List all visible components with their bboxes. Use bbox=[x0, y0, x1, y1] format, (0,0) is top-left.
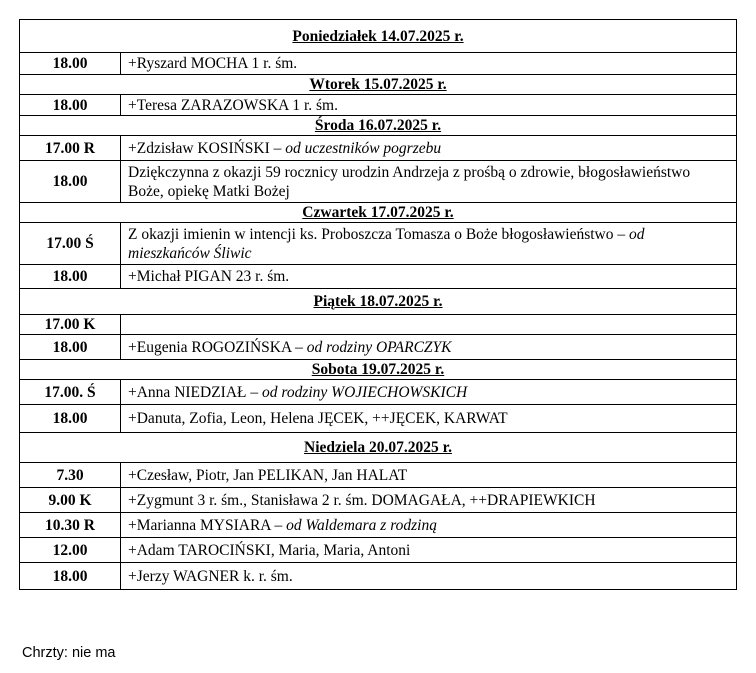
intention-offerer: – od mieszkańców Śliwic bbox=[128, 225, 645, 262]
mass-row bbox=[20, 95, 737, 116]
mass-row bbox=[20, 563, 737, 590]
mass-time: 18.00 bbox=[20, 563, 121, 590]
mass-intention bbox=[121, 136, 737, 161]
intention-offerer: od rodziny WOJIECHOWSKICH bbox=[262, 383, 468, 401]
mass-time: 12.00 bbox=[20, 538, 121, 563]
mass-intention bbox=[121, 315, 737, 335]
mass-row bbox=[20, 513, 737, 538]
mass-intention bbox=[121, 463, 737, 488]
mass-time: 18.00 bbox=[20, 95, 121, 116]
intention-text: +Anna NIEDZIAŁ – bbox=[128, 383, 262, 401]
mass-intention bbox=[121, 53, 737, 75]
schedule-body bbox=[20, 20, 737, 590]
mass-time: 17.00. Ś bbox=[20, 380, 121, 405]
mass-row bbox=[20, 53, 737, 75]
mass-intention bbox=[121, 265, 737, 289]
day-header-row bbox=[20, 203, 737, 223]
mass-time: 7.30 bbox=[20, 463, 121, 488]
mass-row bbox=[20, 315, 737, 335]
intention-offerer: od Waldemara z rodziną bbox=[286, 516, 437, 534]
baptism-note: Chrzty: nie ma bbox=[22, 645, 116, 661]
day-header-row bbox=[20, 360, 737, 380]
mass-row bbox=[20, 538, 737, 563]
mass-intention bbox=[121, 380, 737, 405]
day-header-row bbox=[20, 20, 737, 53]
intention-text: +Eugenia ROGOZIŃSKA – bbox=[128, 338, 307, 356]
mass-intention bbox=[121, 95, 737, 116]
mass-row bbox=[20, 136, 737, 161]
intention-text: +Jerzy WAGNER k. r. śm. bbox=[128, 567, 293, 585]
intention-offerer: od rodziny OPARCZYK bbox=[306, 338, 452, 356]
mass-time: 17.00 K bbox=[20, 315, 121, 335]
day-title: Wtorek 15.07.2025 r. bbox=[20, 75, 737, 95]
intention-text: +Zdzisław KOSIŃSKI – bbox=[128, 139, 286, 157]
mass-time: 10.30 R bbox=[20, 513, 121, 538]
day-title: Piątek 18.07.2025 r. bbox=[20, 289, 737, 315]
mass-intention bbox=[121, 538, 737, 563]
intention-text: +Ryszard MOCHA 1 r. śm. bbox=[128, 55, 298, 72]
mass-time: 18.00 bbox=[20, 265, 121, 289]
mass-time: 17.00 R bbox=[20, 136, 121, 161]
intention-text: Z okazji imienin w intencji ks. Proboszcza Tomasza o Boże błogosławieństwo bbox=[128, 225, 618, 243]
intention-text: +Marianna MYSIARA – bbox=[128, 516, 287, 534]
mass-row bbox=[20, 335, 737, 360]
day-header-row bbox=[20, 116, 737, 136]
mass-time: 18.00 bbox=[20, 405, 121, 433]
intention-text: +Czesław, Piotr, Jan PELIKAN, Jan HALAT bbox=[128, 466, 408, 484]
day-header-row bbox=[20, 75, 737, 95]
mass-row bbox=[20, 488, 737, 513]
mass-schedule-table bbox=[19, 19, 737, 590]
intention-text: Dziękczynna z okazji 59 rocznicy urodzin Andrzeja z prośbą o zdrowie, błogosławieństwo Boże, opiekę Matki Bożej bbox=[128, 163, 691, 200]
mass-time: 18.00 bbox=[20, 161, 121, 203]
day-title: Czwartek 17.07.2025 r. bbox=[20, 203, 737, 223]
day-title: Poniedziałek 14.07.2025 r. bbox=[20, 20, 737, 53]
day-title: Niedziela 20.07.2025 r. bbox=[20, 433, 737, 463]
intention-text: +Teresa ZARAZOWSKA 1 r. śm. bbox=[128, 96, 338, 114]
mass-intention bbox=[121, 223, 737, 265]
intention-text: +Adam TAROCIŃSKI, Maria, Maria, Antoni bbox=[128, 541, 411, 559]
intention-text: +Danuta, Zofia, Leon, Helena JĘCEK, ++JĘCEK, KARWAT bbox=[128, 410, 508, 427]
mass-time: 18.00 bbox=[20, 53, 121, 75]
mass-time: 18.00 bbox=[20, 335, 121, 360]
mass-time: 9.00 K bbox=[20, 488, 121, 513]
mass-row bbox=[20, 265, 737, 289]
day-header-row bbox=[20, 289, 737, 315]
mass-intention bbox=[121, 161, 737, 203]
mass-time: 17.00 Ś bbox=[20, 223, 121, 265]
intention-offerer: od uczestników pogrzebu bbox=[285, 139, 442, 157]
mass-intention bbox=[121, 563, 737, 590]
intention-text: +Zygmunt 3 r. śm., Stanisława 2 r. śm. DOMAGAŁA, ++DRAPIEWKICH bbox=[128, 491, 596, 509]
mass-row bbox=[20, 161, 737, 203]
intention-text: +Michał PIGAN 23 r. śm. bbox=[128, 268, 290, 285]
mass-intention bbox=[121, 488, 737, 513]
day-title: Środa 16.07.2025 r. bbox=[20, 116, 737, 136]
mass-intention bbox=[121, 335, 737, 360]
mass-row bbox=[20, 405, 737, 433]
day-title: Sobota 19.07.2025 r. bbox=[20, 360, 737, 380]
mass-row bbox=[20, 463, 737, 488]
day-header-row bbox=[20, 433, 737, 463]
mass-intention bbox=[121, 513, 737, 538]
mass-row bbox=[20, 380, 737, 405]
mass-row bbox=[20, 223, 737, 265]
mass-intention bbox=[121, 405, 737, 433]
